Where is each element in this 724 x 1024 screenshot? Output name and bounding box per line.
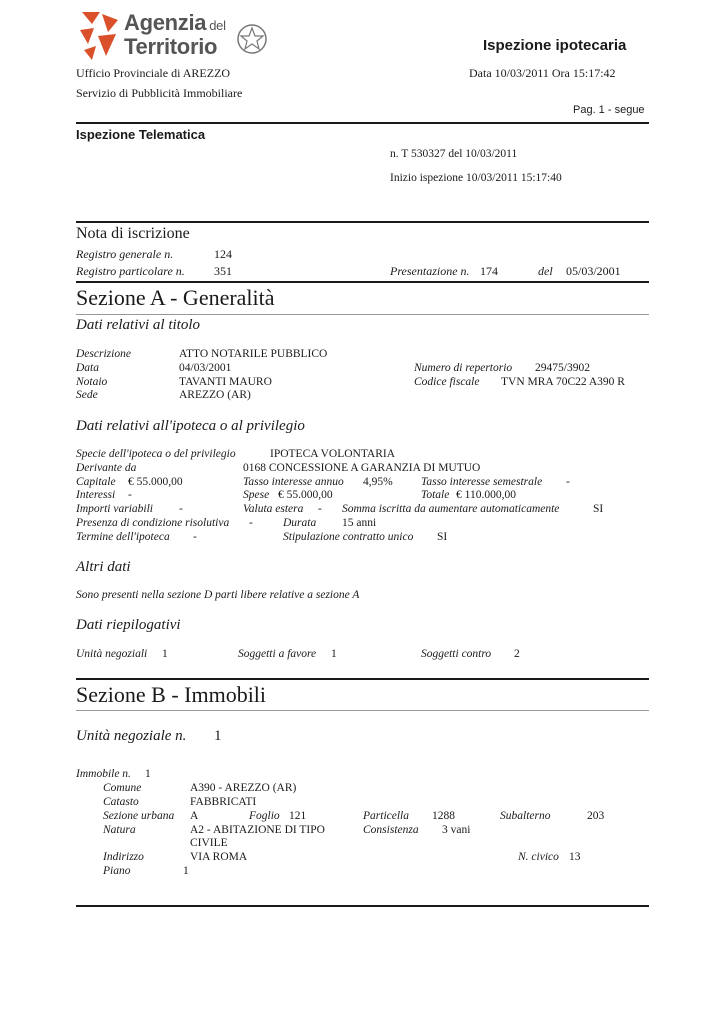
somma-label: Somma iscritta da aumentare automaticamente	[342, 503, 560, 515]
durata-label: Durata	[283, 517, 317, 529]
unita-label: Unità negoziali	[76, 648, 148, 660]
emblem-icon	[236, 22, 268, 56]
notaio-label: Notaio	[76, 376, 108, 388]
presentazione-label: Presentazione n.	[390, 264, 470, 278]
favore-label: Soggetti a favore	[238, 648, 317, 660]
logo-line2: Territorio	[124, 34, 218, 59]
particella-value: 1288	[432, 810, 455, 822]
valuta-label: Valuta estera	[243, 503, 304, 515]
valuta-value: -	[318, 503, 322, 515]
unita-negoziale-label: Unità negoziale n.	[76, 728, 187, 744]
civico-label: N. civico	[518, 851, 559, 863]
sede-value: AREZZO (AR)	[179, 389, 251, 401]
immobile-value: 1	[145, 768, 151, 780]
sezione-urbana-value: A	[190, 810, 199, 822]
catasto-value: FABBRICATI	[190, 796, 257, 808]
comune-label: Comune	[103, 782, 142, 794]
tasso-annuo-label: Tasso interesse annuo	[243, 476, 344, 488]
divider	[76, 905, 649, 907]
importi-label: Importi variabili	[76, 503, 153, 515]
descrizione-value: ATTO NOTARILE PUBBLICO	[179, 348, 328, 360]
natura-label: Natura	[103, 824, 136, 836]
unita-value: 1	[162, 648, 168, 660]
telematica-start: Inizio ispezione 10/03/2011 15:17:40	[390, 172, 562, 184]
sezione-b-title: Sezione B - Immobili	[76, 682, 267, 707]
page-number: Pag. 1 - segue	[573, 104, 645, 116]
divider	[76, 122, 649, 124]
telematica-number: n. T 530327 del 10/03/2011	[390, 148, 518, 160]
divider	[76, 710, 649, 711]
titolo-heading: Dati relativi al titolo	[76, 317, 201, 333]
termine-value: -	[193, 531, 197, 543]
del-label: del	[538, 264, 553, 278]
civico-value: 13	[569, 851, 581, 863]
contro-value: 2	[514, 648, 520, 660]
capitale-value: € 55.000,00	[128, 476, 183, 488]
ipoteca-heading: Dati relativi all'ipoteca o al privilegio	[76, 418, 305, 434]
office-name: Ufficio Provinciale di AREZZO	[76, 66, 231, 80]
subalterno-value: 203	[587, 810, 605, 822]
piano-value: 1	[183, 865, 189, 877]
tasso-annuo-value: 4,95%	[363, 476, 393, 488]
immobile-label: Immobile n.	[76, 768, 131, 780]
logo	[76, 10, 271, 62]
nota-title: Nota di iscrizione	[76, 225, 190, 242]
derivante-label: Derivante da	[76, 462, 137, 474]
unita-negoziale-value: 1	[214, 728, 222, 744]
service-name: Servizio di Pubblicità Immobiliare	[76, 86, 243, 100]
repertorio-value: 29475/3902	[535, 362, 590, 374]
piano-label: Piano	[103, 865, 131, 877]
catasto-label: Catasto	[103, 796, 139, 808]
divider	[76, 281, 649, 283]
presentazione-value: 174	[480, 264, 498, 278]
tasso-sem-label: Tasso interesse semestrale	[421, 476, 543, 488]
divider	[76, 678, 649, 680]
natura-value-2: CIVILE	[190, 837, 228, 849]
derivante-value: 0168 CONCESSIONE A GARANZIA DI MUTUO	[243, 462, 481, 474]
document-title: Ispezione ipotecaria	[483, 37, 627, 54]
foglio-label: Foglio	[249, 810, 280, 822]
specie-label: Specie dell'ipoteca o del privilegio	[76, 448, 236, 460]
indirizzo-value: VIA ROMA	[190, 851, 248, 863]
stipulazione-value: SI	[437, 531, 448, 543]
reg-part-value: 351	[214, 264, 232, 278]
comune-value: A390 - AREZZO (AR)	[190, 782, 297, 794]
foglio-value: 121	[289, 810, 307, 822]
particella-label: Particella	[363, 810, 409, 822]
altri-heading: Altri dati	[76, 559, 131, 575]
condizione-value: -	[249, 517, 253, 529]
importi-value: -	[179, 503, 183, 515]
divider	[76, 221, 649, 223]
subalterno-label: Subalterno	[500, 810, 551, 822]
consistenza-label: Consistenza	[363, 824, 419, 836]
data-value: 04/03/2001	[179, 362, 232, 374]
descrizione-label: Descrizione	[76, 348, 131, 360]
contro-label: Soggetti contro	[421, 648, 492, 660]
spese-value: € 55.000,00	[278, 489, 333, 501]
sede-label: Sede	[76, 389, 98, 401]
cf-label: Codice fiscale	[414, 376, 480, 388]
capitale-label: Capitale	[76, 476, 116, 488]
date-time: Data 10/03/2011 Ora 15:17:42	[469, 66, 616, 80]
natura-value-1: A2 - ABITAZIONE DI TIPO	[190, 824, 325, 836]
spese-label: Spese	[243, 489, 270, 501]
divider	[76, 314, 649, 315]
reg-part-label: Registro particolare n.	[76, 264, 185, 278]
telematica-title: Ispezione Telematica	[76, 127, 206, 142]
indirizzo-label: Indirizzo	[103, 851, 144, 863]
tasso-sem-value: -	[566, 476, 570, 488]
totale-label: Totale	[421, 489, 450, 501]
condizione-label: Presenza di condizione risolutiva	[76, 517, 230, 529]
specie-value: IPOTECA VOLONTARIA	[270, 448, 396, 460]
stipulazione-label: Stipulazione contratto unico	[283, 531, 414, 543]
interessi-value: -	[128, 489, 132, 501]
reg-gen-label: Registro generale n.	[76, 247, 174, 261]
consistenza-value: 3 vani	[442, 824, 471, 836]
totale-value: € 110.000,00	[456, 489, 516, 501]
termine-label: Termine dell'ipoteca	[76, 531, 170, 543]
durata-value: 15 anni	[342, 517, 377, 529]
logo-line1-small: del	[209, 18, 226, 33]
del-value: 05/03/2001	[566, 264, 621, 278]
sezione-a-title: Sezione A - Generalità	[76, 285, 275, 310]
interessi-label: Interessi	[76, 489, 116, 501]
altri-text: Sono presenti nella sezione D parti libere relative a sezione A	[76, 589, 360, 601]
sezione-urbana-label: Sezione urbana	[103, 810, 175, 822]
agency-logo-icon	[78, 10, 122, 60]
cf-value: TVN MRA 70C22 A390 R	[501, 376, 625, 388]
repertorio-label: Numero di repertorio	[414, 362, 513, 374]
reg-gen-value: 124	[214, 247, 232, 261]
riepilogo-heading: Dati riepilogativi	[76, 617, 181, 633]
notaio-value: TAVANTI MAURO	[179, 376, 272, 388]
favore-value: 1	[331, 648, 337, 660]
logo-line1: Agenzia	[124, 10, 207, 35]
data-label: Data	[76, 362, 99, 374]
somma-value: SI	[593, 503, 604, 515]
